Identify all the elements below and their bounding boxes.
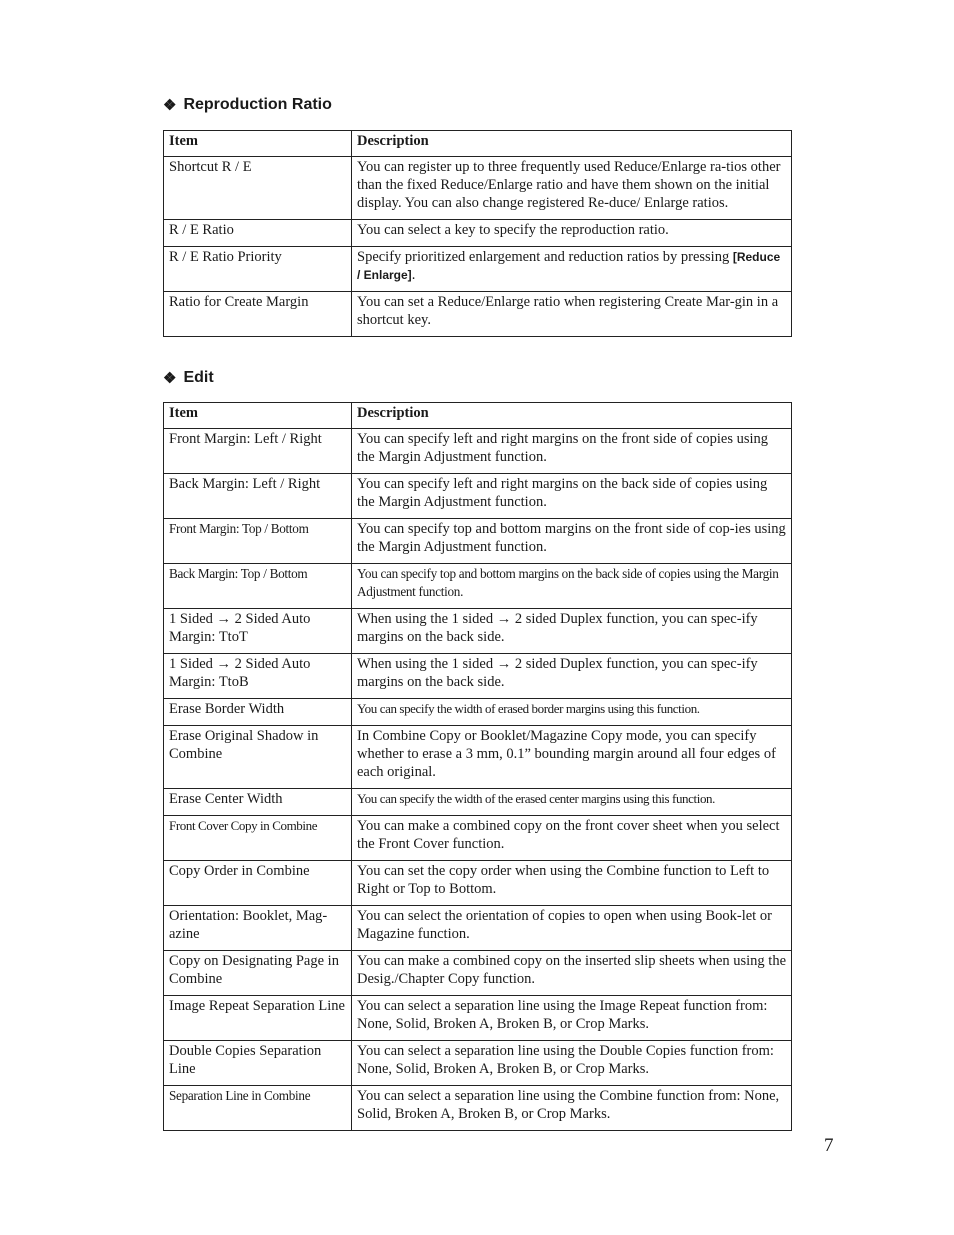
section-heading-reproduction-ratio xyxy=(163,96,332,114)
description-cell: You can select a separation line using the Double Copies function from: None, Solid, Broken A, Broken B, or Crop Marks. xyxy=(352,1041,792,1086)
description-cell: You can make a combined copy on the inserted slip sheets when using the Desig./Chapter Copy function. xyxy=(352,951,792,996)
column-header-description: Description xyxy=(352,403,792,429)
item-cell: R / E Ratio Priority xyxy=(164,247,352,292)
description-cell: In Combine Copy or Booklet/Magazine Copy mode, you can specify whether to erase a 3 mm, 0.1” bounding margin around all four edges of each original. xyxy=(352,726,792,789)
column-header-item: Item xyxy=(164,403,352,429)
table-row xyxy=(164,1041,792,1086)
section-title: Edit xyxy=(183,369,214,386)
description-cell: You can specify the width of erased border margins using this function. xyxy=(352,699,792,726)
table-row xyxy=(164,951,792,996)
table-row xyxy=(164,906,792,951)
description-cell: You can specify top and bottom margins on the front side of cop-ies using the Margin Adjustment function. xyxy=(352,519,792,564)
table-row xyxy=(164,609,792,654)
table-row xyxy=(164,816,792,861)
table-row xyxy=(164,292,792,337)
table-row xyxy=(164,861,792,906)
column-header-description: Description xyxy=(352,131,792,157)
item-cell: Double Copies Separation Line xyxy=(164,1041,352,1086)
table-header-row xyxy=(164,403,792,429)
table-row xyxy=(164,429,792,474)
diamond-ornament-icon: ❖ xyxy=(163,96,177,114)
section-title: Reproduction Ratio xyxy=(183,96,332,113)
diamond-ornament-icon: ❖ xyxy=(163,369,177,387)
item-cell: Copy Order in Combine xyxy=(164,861,352,906)
description-cell xyxy=(352,247,792,292)
section-heading-edit xyxy=(163,369,214,387)
description-cell: You can specify left and right margins on the back side of copies using the Margin Adjustment function. xyxy=(352,474,792,519)
description-cell: You can select a separation line using the Combine function from: None, Solid, Broken A, Broken B, or Crop Marks. xyxy=(352,1086,792,1131)
column-header-item: Item xyxy=(164,131,352,157)
item-cell: Back Margin: Left / Right xyxy=(164,474,352,519)
description-cell: You can specify top and bottom margins on the back side of copies using the Margin Adjustment function. xyxy=(352,564,792,609)
item-cell: Front Margin: Top / Bottom xyxy=(164,519,352,564)
table-row xyxy=(164,726,792,789)
description-suffix: . xyxy=(411,267,416,283)
description-cell: You can select a separation line using the Image Repeat function from: None, Solid, Broken A, Broken B, or Crop Marks. xyxy=(352,996,792,1041)
item-cell: Orientation: Booklet, Mag-azine xyxy=(164,906,352,951)
description-cell: You can set a Reduce/Enlarge ratio when registering Create Mar-gin in a shortcut key. xyxy=(352,292,792,337)
description-cell: You can make a combined copy on the front cover sheet when you select the Front Cover function. xyxy=(352,816,792,861)
description-cell: You can set the copy order when using the Combine function to Left to Right or Top to Bottom. xyxy=(352,861,792,906)
table-row xyxy=(164,789,792,816)
item-cell: Erase Center Width xyxy=(164,789,352,816)
table-row xyxy=(164,699,792,726)
description-cell: You can select a key to specify the reproduction ratio. xyxy=(352,220,792,247)
item-cell: Image Repeat Separation Line xyxy=(164,996,352,1041)
table-row xyxy=(164,220,792,247)
description-cell: You can specify left and right margins on the front side of copies using the Margin Adjustment function. xyxy=(352,429,792,474)
item-cell: Ratio for Create Margin xyxy=(164,292,352,337)
table-header-row xyxy=(164,131,792,157)
description-cell: You can select the orientation of copies to open when using Book-let or Magazine function. xyxy=(352,906,792,951)
reduce-enlarge-key-label: [Reduce / Enlarge] xyxy=(357,250,781,282)
description-cell: When using the 1 sided → 2 sided Duplex function, you can spec-ify margins on the back side. xyxy=(352,654,792,699)
item-cell: Back Margin: Top / Bottom xyxy=(164,564,352,609)
item-cell: Shortcut R / E xyxy=(164,157,352,220)
table-row xyxy=(164,247,792,292)
item-cell: 1 Sided → 2 Sided Auto Margin: TtoT xyxy=(164,609,352,654)
page-number: 7 xyxy=(824,1135,834,1156)
item-cell: Front Cover Copy in Combine xyxy=(164,816,352,861)
table-row xyxy=(164,564,792,609)
table-row xyxy=(164,474,792,519)
item-cell: Front Margin: Left / Right xyxy=(164,429,352,474)
description-cell: When using the 1 sided → 2 sided Duplex function, you can spec-ify margins on the back side. xyxy=(352,609,792,654)
item-cell: Erase Original Shadow in Combine xyxy=(164,726,352,789)
table-row xyxy=(164,157,792,220)
reproduction-ratio-table xyxy=(163,130,792,337)
item-cell: R / E Ratio xyxy=(164,220,352,247)
item-cell: 1 Sided → 2 Sided Auto Margin: TtoB xyxy=(164,654,352,699)
description-cell: You can register up to three frequently used Reduce/Enlarge ra-tios other than the fixed Reduce/Enlarge ratio and have them shown on the initial display. You can also change registered Re-duce/ Enlarge ratios. xyxy=(352,157,792,220)
description-text: Specify prioritized enlargement and reduction ratios by pressing xyxy=(357,249,730,265)
item-cell: Erase Border Width xyxy=(164,699,352,726)
table-row xyxy=(164,996,792,1041)
item-cell: Copy on Designating Page in Combine xyxy=(164,951,352,996)
description-cell: You can specify the width of the erased center margins using this function. xyxy=(352,789,792,816)
table-row xyxy=(164,519,792,564)
edit-table xyxy=(163,402,792,1131)
item-cell: Separation Line in Combine xyxy=(164,1086,352,1131)
table-row xyxy=(164,654,792,699)
table-row xyxy=(164,1086,792,1131)
